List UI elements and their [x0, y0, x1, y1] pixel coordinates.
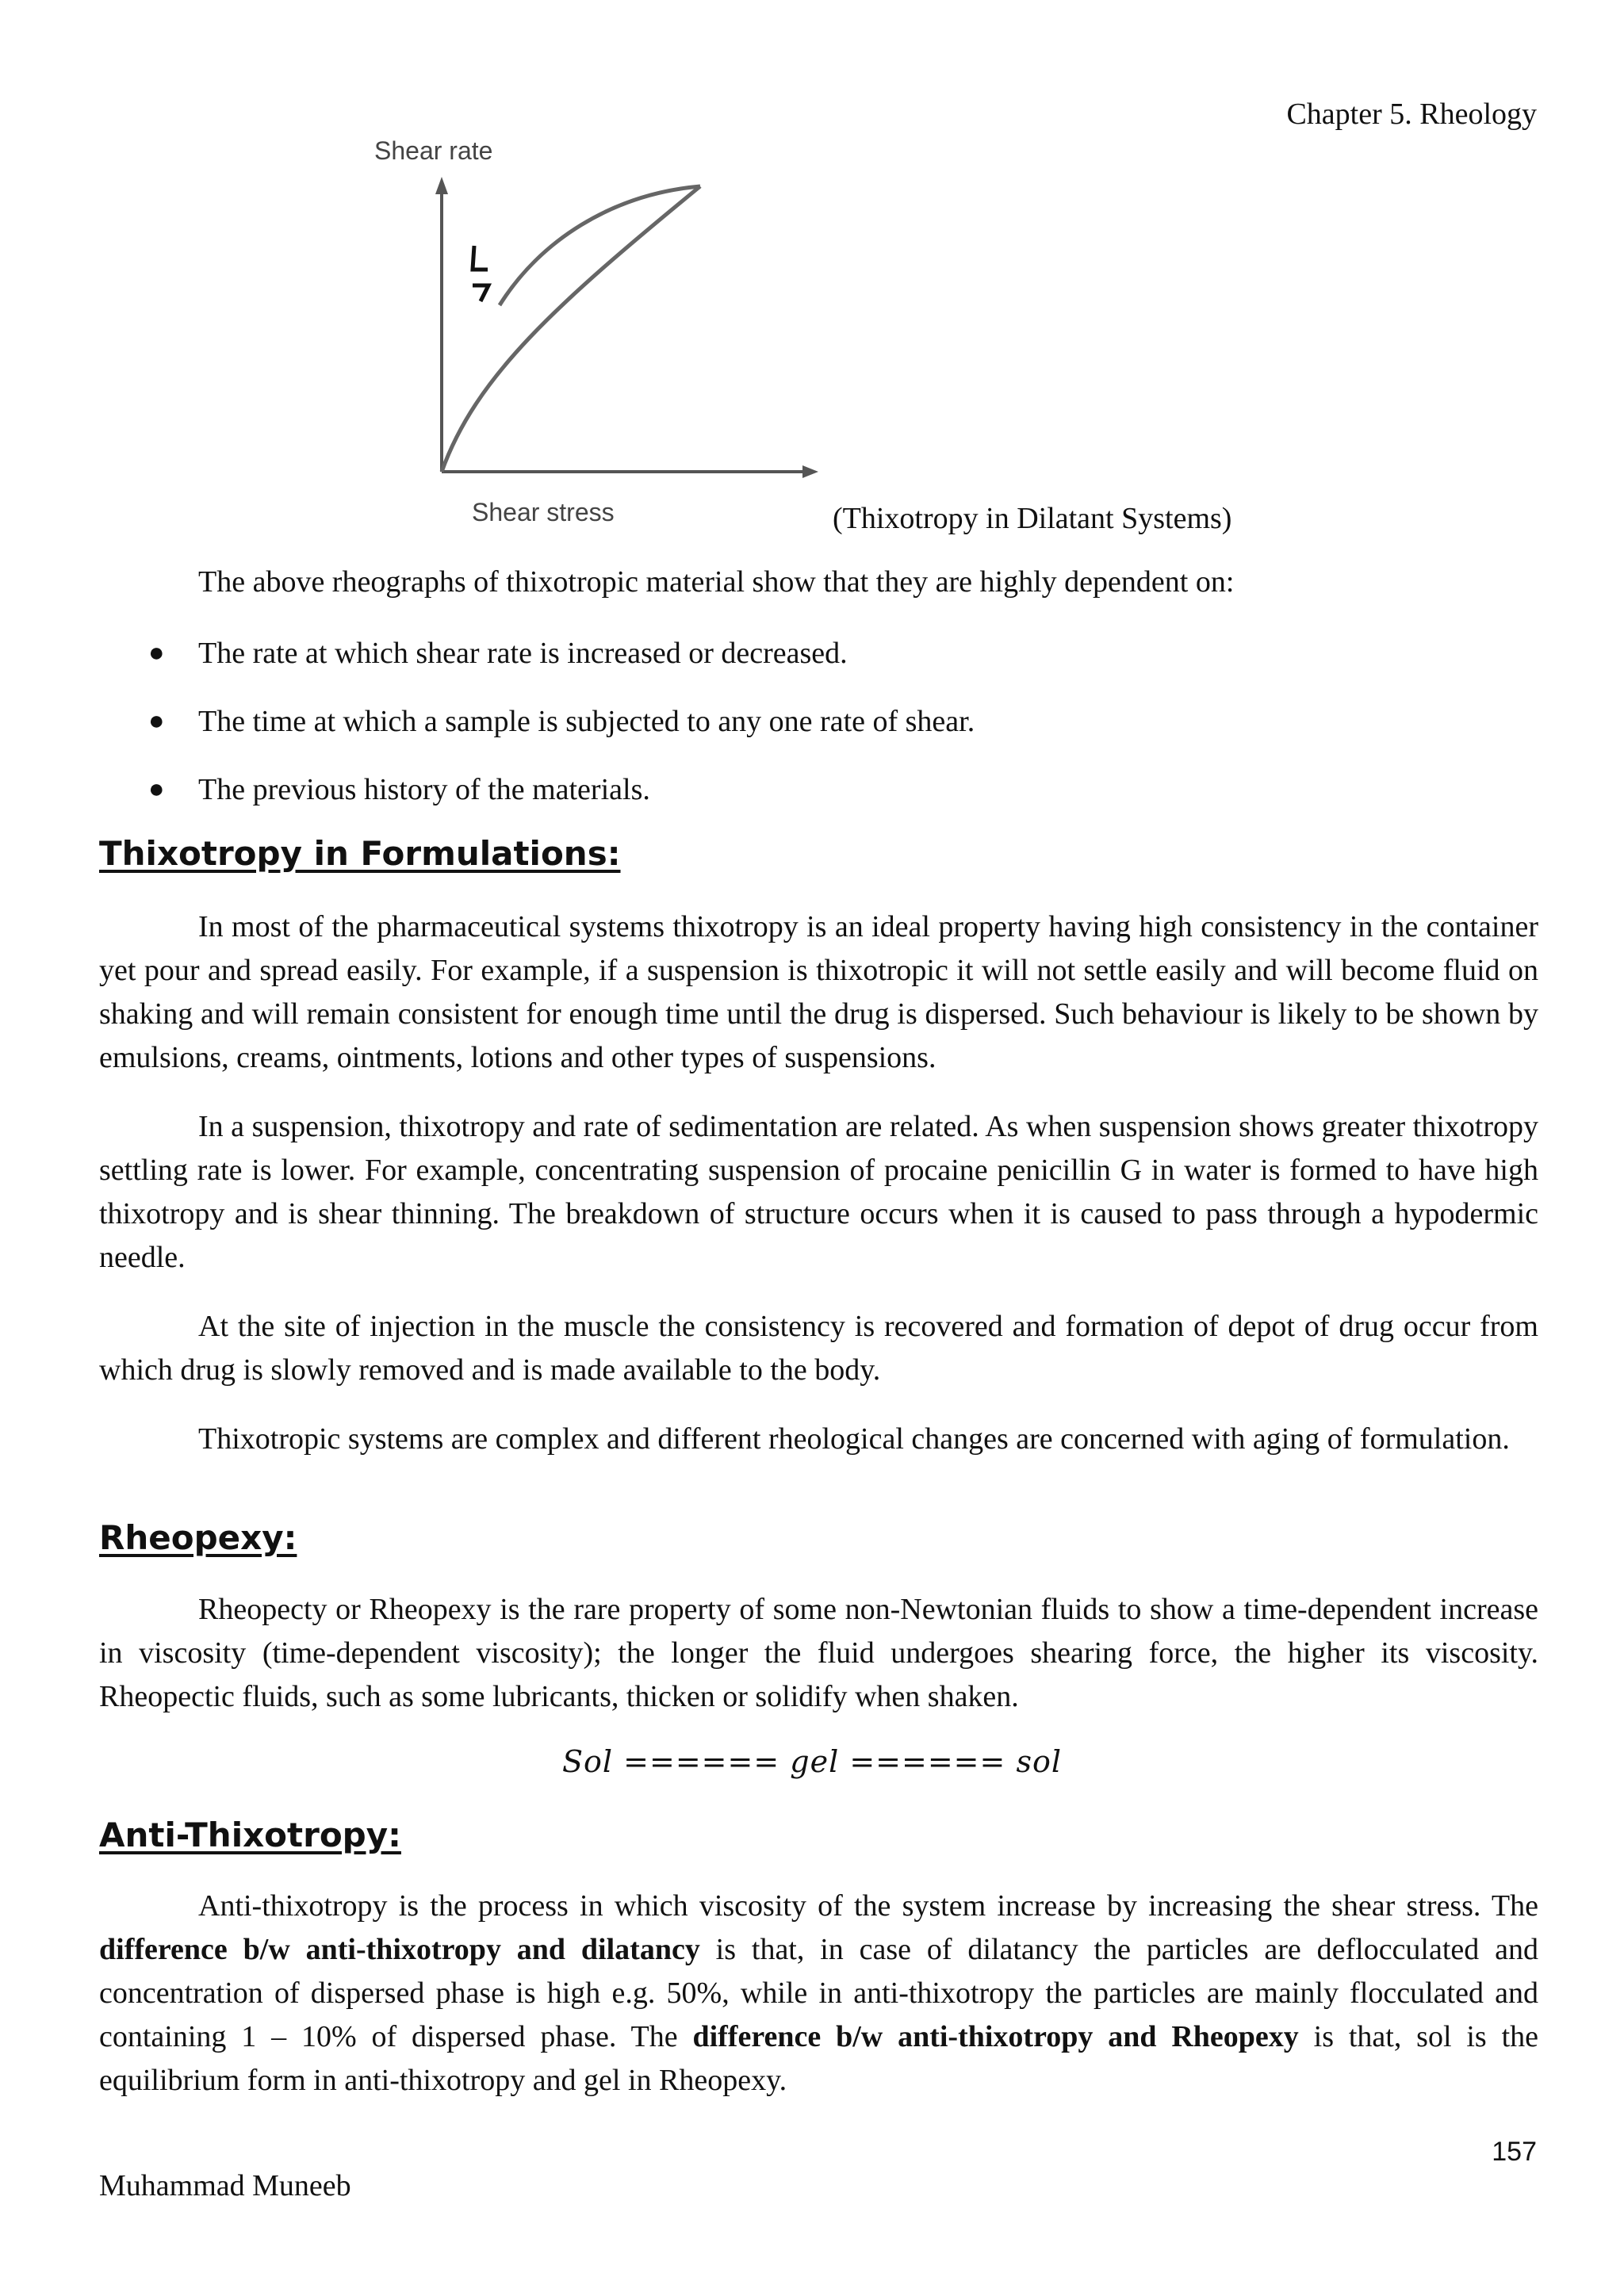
- bullet-icon: ●: [148, 775, 165, 804]
- x-axis-label: Shear stress: [472, 498, 615, 526]
- paragraph: Anti-thixotropy is the process in which viscosity of the system increase by increasing the shear stress. The difference b/w anti-thixotropy and dilatancy is that, in case of dilatancy the particles are deflocculated and concentration of dispersed phase is high e.g. 50%, while in anti-thixotropy the particles are mainly flocculated and containing 1 – 10% of dispersed phase. The difference b/w anti-thixotropy and Rheopexy is that, sol is the equilibrium form in anti-thixotropy and gel in Rheopexy.: [99, 1889, 1538, 2097]
- paragraph: In most of the pharmaceutical systems thixotropy is an ideal property having high consistency in the container yet pour and spread easily. For example, if a suspension is thixotropic it will not settle easily and will become fluid on shaking and will remain consistent for enough time until the drug is dispersed. Such behaviour is likely to be shown by emulsions, creams, ointments, lotions and other types of suspensions.: [99, 910, 1538, 1074]
- bullet-list: [99, 633, 975, 837]
- section2-paragraphs: [99, 1588, 1538, 1719]
- rheogram-figure: [357, 131, 848, 535]
- figure-caption: (Thixotropy in Dilatant Systems): [833, 502, 1232, 535]
- section-heading-anti-thixotropy: Anti-Thixotropy:: [99, 1816, 401, 1854]
- bullet-icon: ●: [148, 706, 165, 736]
- down-arrow-mark: [473, 246, 488, 270]
- down-curve: [500, 186, 700, 305]
- list-item: ● The time at which a sample is subjected to any one rate of shear.: [99, 701, 975, 769]
- up-arrow-mark: [473, 285, 488, 301]
- paragraph: In a suspension, thixotropy and rate of sedimentation are related. As when suspension shows greater thixotropy settling rate is lower. For example, concentrating suspension of procaine penicillin G in water is formed to have high thixotropy and is shear thinning. The breakdown of structure occurs when it is caused to pass through a hypodermic needle.: [99, 1110, 1538, 1274]
- section1-paragraphs: [99, 905, 1538, 1461]
- y-axis-label: Shear rate: [374, 136, 493, 165]
- up-curve: [442, 186, 700, 472]
- paragraph: Thixotropic systems are complex and different rheological changes are concerned with aging of formulation.: [198, 1422, 1510, 1456]
- section-heading-thixotropy-formulations: Thixotropy in Formulations:: [99, 834, 621, 873]
- paragraph: Rheopecty or Rheopexy is the rare property of some non-Newtonian fluids to show a time-dependent increase in viscosity (time-dependent viscosity); the longer the fluid undergoes shearing force, the higher its viscosity. Rheopectic fluids, such as some lubricants, thicken or solidify when shaken.: [99, 1593, 1538, 1713]
- sol-gel-formula: Sol ====== gel ====== sol: [562, 1744, 1062, 1779]
- bold-term: difference b/w anti-thixotropy and dilatancy: [99, 1933, 700, 1966]
- y-axis-arrowhead: [435, 177, 448, 194]
- list-item: ● The rate at which shear rate is increased or decreased.: [99, 633, 975, 701]
- x-axis-arrowhead: [802, 465, 818, 478]
- rheogram-svg: [357, 131, 848, 535]
- bold-term: difference b/w anti-thixotropy and Rheopexy: [692, 2020, 1299, 2053]
- chapter-header: Chapter 5. Rheology: [1286, 98, 1537, 131]
- section-heading-rheopexy: Rheopexy:: [99, 1518, 297, 1557]
- page-number: 157: [1492, 2137, 1537, 2167]
- paragraph: At the site of injection in the muscle the consistency is recovered and formation of depot of drug occur from which drug is slowly removed and is made available to the body.: [99, 1310, 1538, 1387]
- author-name: Muhammad Muneeb: [99, 2169, 351, 2202]
- list-item: ● The previous history of the materials.: [99, 769, 975, 837]
- section3-paragraphs: [99, 1885, 1538, 2103]
- bullet-icon: ●: [148, 638, 165, 668]
- intro-text: The above rheographs of thixotropic material show that they are highly dependent on:: [198, 565, 1235, 599]
